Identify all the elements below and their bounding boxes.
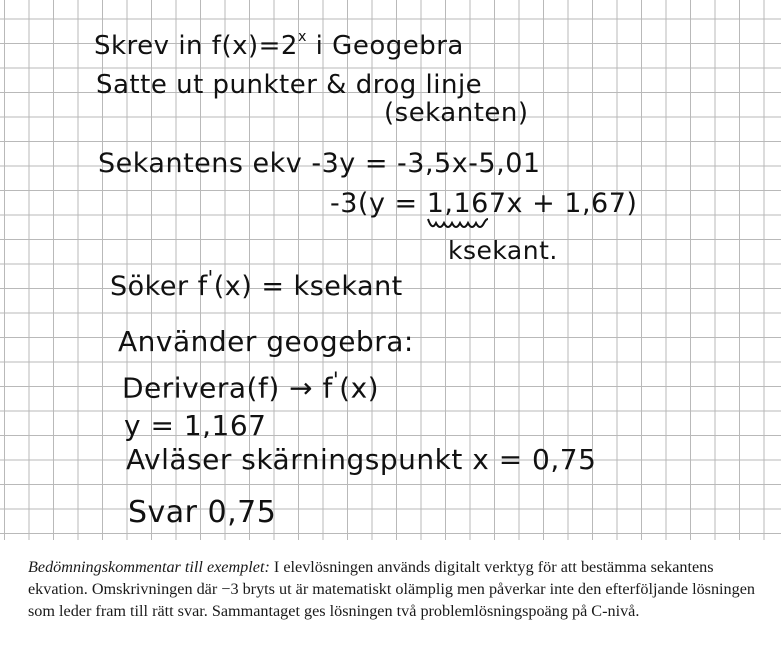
hw-line1-exponent: x	[297, 29, 307, 45]
assessment-comment-text: I elevlösningen används digitalt verktyg för att bestämma sekantens ekvation. Omskrivningen där −3 bryts ut är matematiskt olämplig men påverkar inte den efterföljande lösningen som leder fram till rätt svar. Sammantaget ges lösningen två problemlösningspoäng på C-nivå.	[28, 558, 756, 620]
underbrace-squiggle	[426, 215, 490, 233]
hw-line-ksekant-label: ksekant.	[448, 236, 558, 265]
hw-line9-prime: '	[332, 368, 340, 392]
hw-line-geogebra-input	[94, 30, 464, 59]
hw-line-derivera	[122, 370, 379, 403]
hw-line1-part2: i Geogebra	[306, 30, 464, 61]
hw-line7-prime: '	[207, 266, 214, 290]
hw-line-search-derivative	[110, 266, 403, 303]
hw-line-secant-paren: (sekanten)	[384, 98, 529, 128]
hw-line9-part2: (x)	[339, 371, 380, 405]
hw-line-secant-equation: Sekantens ekv -3y = -3,5x-5,01	[98, 148, 541, 179]
hw-line7-part1: Söker f	[110, 271, 208, 303]
hw-line-uses-geogebra: Använder geogebra:	[118, 325, 414, 358]
assessment-comment-label: Bedömningskommentar till exemplet:	[28, 558, 270, 576]
assessment-comment	[28, 556, 773, 622]
hw-line-factored-equation: -3(y = 1,167x + 1,67)	[330, 188, 638, 219]
hw-line1-part1: Skrev in f(x)=2	[94, 30, 298, 61]
hw-line-answer: Svar 0,75	[128, 495, 277, 530]
cropped-handwriting-top	[30, 0, 36, 14]
hw-line7-part2: (x) = ksekant	[213, 271, 403, 303]
hw-line-points: Satte ut punkter & drog linje	[96, 70, 483, 100]
hw-line-intersection: Avläser skärningspunkt x = 0,75	[126, 443, 597, 476]
hw-line-y-value: y = 1,167	[124, 409, 267, 442]
hw-line9-part1: Derivera(f) → f	[122, 371, 333, 405]
